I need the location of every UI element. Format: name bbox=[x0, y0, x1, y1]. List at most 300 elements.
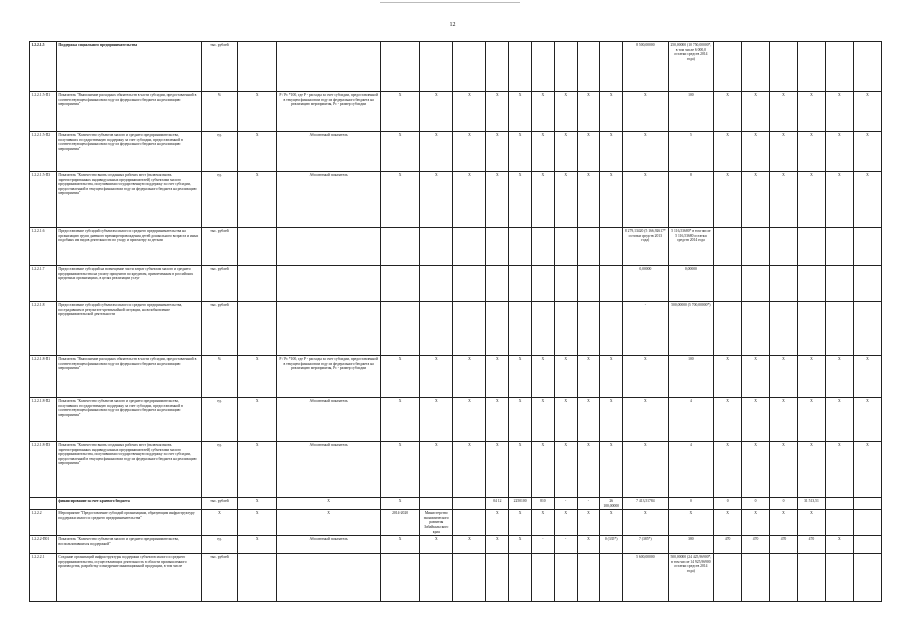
table-cell: Х bbox=[853, 398, 881, 442]
table-cell bbox=[453, 498, 486, 510]
table-cell: тыс. рублей bbox=[201, 266, 237, 302]
table-cell: Х bbox=[554, 132, 577, 172]
table-row bbox=[30, 510, 882, 536]
table-cell: - bbox=[577, 498, 600, 510]
table-cell: Х bbox=[742, 510, 770, 536]
table-cell: - bbox=[554, 536, 577, 554]
table-cell bbox=[453, 302, 486, 356]
table-cell: 8 279,13420 (5 166,92617* остатки средств 2013 года) bbox=[623, 228, 669, 266]
table-cell bbox=[577, 302, 600, 356]
table-row bbox=[30, 398, 882, 442]
table-cell: Х bbox=[420, 132, 453, 172]
table-cell: 8 500,00000 bbox=[623, 42, 669, 92]
row-name-cell: Показатель "Количество субъектов малого и среднего предпринимательства, воспользовавшихся поддержкой" bbox=[56, 536, 201, 554]
table-cell: 31 513,51 bbox=[797, 498, 825, 510]
table-cell: Х bbox=[770, 172, 798, 228]
table-cell: 470 bbox=[742, 536, 770, 554]
table-cell: Х bbox=[577, 536, 600, 554]
row-name-cell: Предоставление субсидий на возмещение части затрат субъектам малого и среднего предпринимательства на уплату процентов по кредитам, привлеченным в российских кредитных организациях, в целях реализации услуг bbox=[56, 266, 201, 302]
table-cell: 250,00000 (10 750,00000*, в том числе 6 000,0 остатки средств 2014 года) bbox=[668, 42, 714, 92]
table-cell bbox=[453, 42, 486, 92]
table-cell: Х bbox=[532, 172, 555, 228]
table-cell: Х bbox=[577, 172, 600, 228]
table-cell bbox=[486, 42, 509, 92]
table-cell: Х bbox=[420, 172, 453, 228]
table-cell bbox=[797, 228, 825, 266]
table-cell: Х bbox=[238, 442, 277, 498]
row-code-cell: 1.2.2.1.7 bbox=[30, 266, 57, 302]
table-cell: Х bbox=[853, 92, 881, 132]
table-cell: Х bbox=[714, 398, 742, 442]
table-cell: Х bbox=[577, 356, 600, 398]
row-code-cell: 1.2.2.1.8-П3 bbox=[30, 442, 57, 498]
table-cell: Х bbox=[509, 536, 532, 554]
table-cell: - bbox=[623, 302, 669, 356]
table-cell: Х bbox=[825, 92, 853, 132]
table-cell: 8 bbox=[668, 172, 714, 228]
table-cell bbox=[770, 554, 798, 602]
table-cell bbox=[853, 42, 881, 92]
table-row bbox=[30, 302, 882, 356]
table-cell: Х bbox=[486, 398, 509, 442]
table-cell bbox=[380, 302, 419, 356]
table-cell: Х bbox=[238, 172, 277, 228]
table-cell: Х bbox=[420, 92, 453, 132]
table-cell bbox=[380, 266, 419, 302]
table-cell: Х bbox=[825, 442, 853, 498]
table-cell bbox=[853, 554, 881, 602]
table-cell: 2250100 bbox=[509, 498, 532, 510]
table-cell bbox=[532, 302, 555, 356]
row-code-cell: 1.2.2.2-П01 bbox=[30, 536, 57, 554]
table-cell: 4 bbox=[668, 398, 714, 442]
table-cell: Х bbox=[509, 92, 532, 132]
table-row bbox=[30, 442, 882, 498]
table-cell bbox=[420, 42, 453, 92]
table-cell: Х bbox=[486, 536, 509, 554]
table-cell: Х bbox=[714, 132, 742, 172]
table-cell: Х bbox=[600, 172, 623, 228]
table-cell: 5 bbox=[668, 132, 714, 172]
table-row bbox=[30, 42, 882, 92]
table-cell: Х bbox=[453, 356, 486, 398]
table-cell: Х bbox=[380, 398, 419, 442]
table-cell: Р / Рс *100, где Р - расходы за счет субсидии, предоставленной в текущем финансовом году из федерального бюджета на реализацию мероприятия, Рс - размер субсидии bbox=[277, 356, 381, 398]
table-cell bbox=[797, 266, 825, 302]
table-cell bbox=[420, 498, 453, 510]
table-cell: Х bbox=[554, 92, 577, 132]
table-cell bbox=[742, 42, 770, 92]
table-cell bbox=[714, 42, 742, 92]
table-cell: Х bbox=[486, 132, 509, 172]
table-cell: Х bbox=[238, 398, 277, 442]
row-code-cell: 1.2.2.1.8-П1 bbox=[30, 356, 57, 398]
table-row bbox=[30, 266, 882, 302]
table-cell: 500,00000 (24 425,96900*, в том числе 14 925,96900 остатки средств 2014 года) bbox=[668, 554, 714, 602]
table-cell: ед. bbox=[201, 132, 237, 172]
row-name-cell: Показатель "Выполнение расходных обязательств в части субсидии, предоставленной в соответствующем финансовом году из федерального бюджета на реализацию мероприятия" bbox=[56, 92, 201, 132]
table-cell: Х bbox=[770, 398, 798, 442]
table-cell: 26 100,00000 bbox=[600, 498, 623, 510]
table-cell: 0 bbox=[714, 498, 742, 510]
table-cell bbox=[577, 554, 600, 602]
table-cell: Х bbox=[577, 510, 600, 536]
table-cell: Абсолютный показатель bbox=[277, 442, 381, 498]
table-cell bbox=[797, 554, 825, 602]
table-cell: Х bbox=[532, 132, 555, 172]
table-cell bbox=[420, 302, 453, 356]
table-cell: Х bbox=[509, 172, 532, 228]
table-cell: Х bbox=[532, 398, 555, 442]
table-cell: Х bbox=[380, 442, 419, 498]
table-cell bbox=[509, 266, 532, 302]
table-cell bbox=[742, 302, 770, 356]
table-cell: Х bbox=[825, 536, 853, 554]
table-cell bbox=[714, 554, 742, 602]
table-cell: 810 bbox=[532, 498, 555, 510]
table-cell bbox=[853, 510, 881, 536]
table-cell: 100 bbox=[668, 92, 714, 132]
table-cell: Х bbox=[238, 498, 277, 510]
table-cell bbox=[486, 302, 509, 356]
table-cell: Х bbox=[853, 132, 881, 172]
table-cell: Х bbox=[742, 132, 770, 172]
table-cell: Х bbox=[380, 172, 419, 228]
table-cell: 0 bbox=[770, 498, 798, 510]
table-cell bbox=[742, 554, 770, 602]
table-cell bbox=[277, 42, 381, 92]
table-cell: Х bbox=[770, 510, 798, 536]
table-cell: Х bbox=[509, 510, 532, 536]
table-cell: тыс. рублей bbox=[201, 302, 237, 356]
program-table bbox=[29, 41, 882, 602]
table-cell bbox=[577, 228, 600, 266]
table-cell: Х bbox=[714, 510, 742, 536]
table-cell bbox=[277, 266, 381, 302]
table-cell bbox=[770, 266, 798, 302]
table-cell: Министерство экономического развития Забайкальского края bbox=[420, 510, 453, 536]
table-cell: Х bbox=[380, 92, 419, 132]
table-cell: 2014-2020 bbox=[380, 510, 419, 536]
table-cell bbox=[600, 554, 623, 602]
table-cell: Х bbox=[509, 398, 532, 442]
table-row bbox=[30, 228, 882, 266]
table-cell bbox=[509, 302, 532, 356]
table-cell: Х bbox=[600, 132, 623, 172]
table-cell: Х bbox=[797, 172, 825, 228]
table-cell bbox=[277, 554, 381, 602]
table-cell: Х bbox=[600, 398, 623, 442]
row-code-cell: 1.2.2.1.5-П1 bbox=[30, 92, 57, 132]
row-name-cell: Предоставление субсидий субъектам малого и среднего предпринимательства, пострадавшим в результате чрезвычайной ситуации, на возобновление предпринимательской деятельности bbox=[56, 302, 201, 356]
row-name-cell: финансирование за счет краевого бюджета bbox=[56, 498, 201, 510]
row-code-cell: 1.2.2.1.8 bbox=[30, 302, 57, 356]
table-cell bbox=[577, 266, 600, 302]
table-cell: Х bbox=[742, 92, 770, 132]
table-cell: Х bbox=[453, 536, 486, 554]
page-number: 12 bbox=[449, 22, 456, 28]
table-cell bbox=[453, 510, 486, 536]
table-cell: Х bbox=[486, 510, 509, 536]
table-cell: Х bbox=[714, 92, 742, 132]
table-row bbox=[30, 132, 882, 172]
table-cell: Х bbox=[853, 442, 881, 498]
row-code-cell: 1.2.2.2 bbox=[30, 510, 57, 536]
table-cell: Х bbox=[554, 510, 577, 536]
table-cell: Х bbox=[453, 92, 486, 132]
table-cell: Х bbox=[770, 356, 798, 398]
row-code-cell: 1.2.2.1.8-П2 bbox=[30, 398, 57, 442]
table-cell: Х bbox=[201, 510, 237, 536]
table-cell: Х bbox=[238, 356, 277, 398]
table-cell: % bbox=[201, 356, 237, 398]
table-cell: Х bbox=[797, 132, 825, 172]
table-cell: ед. bbox=[201, 442, 237, 498]
row-code-cell: 1.2.2.1.6 bbox=[30, 228, 57, 266]
table-cell bbox=[742, 228, 770, 266]
table-row bbox=[30, 554, 882, 602]
table-cell: Х bbox=[420, 536, 453, 554]
table-cell bbox=[420, 554, 453, 602]
table-cell: ед. bbox=[201, 398, 237, 442]
table-cell: Х bbox=[238, 536, 277, 554]
table-cell bbox=[714, 266, 742, 302]
table-cell bbox=[600, 302, 623, 356]
table-body bbox=[30, 42, 882, 602]
table-cell: 470 bbox=[714, 536, 742, 554]
row-name-cell: Показатель "Количество субъектов малого и среднего предпринимательства, получивших государственную поддержку за счет субсидии, предоставленной в соответствующем финансовом году из федерального бюджета на реализацию мероприятия" bbox=[56, 132, 201, 172]
table-cell bbox=[853, 302, 881, 356]
table-cell: Х bbox=[623, 132, 669, 172]
table-cell bbox=[577, 42, 600, 92]
table-cell: Х bbox=[600, 92, 623, 132]
table-cell: Х bbox=[277, 510, 381, 536]
table-cell: 0 (335*) bbox=[600, 536, 623, 554]
table-cell bbox=[600, 228, 623, 266]
table-row bbox=[30, 356, 882, 398]
row-name-cell: Мероприятие "Предоставление субсидий организациям, образующим инфраструктуру поддержки малого и среднего предпринимательства" bbox=[56, 510, 201, 536]
table-cell: Х bbox=[554, 356, 577, 398]
table-cell: Х bbox=[238, 510, 277, 536]
table-cell: Х bbox=[380, 356, 419, 398]
table-cell bbox=[714, 302, 742, 356]
table-cell bbox=[380, 554, 419, 602]
table-cell: Х bbox=[825, 398, 853, 442]
table-cell: Х bbox=[797, 398, 825, 442]
table-cell bbox=[825, 302, 853, 356]
table-cell: Х bbox=[509, 132, 532, 172]
table-cell bbox=[532, 554, 555, 602]
table-cell: 0 bbox=[742, 498, 770, 510]
table-cell: Х bbox=[577, 398, 600, 442]
table-cell: Х bbox=[825, 132, 853, 172]
row-name-cell: Создание организаций инфраструктуры поддержки субъектов малого и среднего предпринимательства, осуществляющих деятельность в области промышленного производства, разработку и внедрение инновационной продукции, в том числе bbox=[56, 554, 201, 602]
table-cell bbox=[825, 510, 853, 536]
row-name-cell: Показатель "Количество вновь созданных рабочих мест (включая вновь зарегистрированных индивидуальных предпринимателей) субъектами малого предпринимательства, получившими государственную поддержку за счет субсидии, предоставленной в текущем финансовом году из федерального бюджета на реализацию мероприятия" bbox=[56, 172, 201, 228]
table-cell bbox=[532, 228, 555, 266]
table-cell: Х bbox=[797, 356, 825, 398]
table-cell: ед. bbox=[201, 536, 237, 554]
row-name-cell: Поддержка социального предпринимательства bbox=[56, 42, 201, 92]
table-cell: 470 bbox=[797, 536, 825, 554]
table-cell bbox=[554, 42, 577, 92]
table-cell bbox=[825, 554, 853, 602]
table-cell bbox=[797, 302, 825, 356]
table-cell bbox=[238, 228, 277, 266]
table-cell bbox=[380, 228, 419, 266]
table-cell: Х bbox=[509, 356, 532, 398]
table-cell: Х bbox=[380, 132, 419, 172]
table-cell bbox=[714, 228, 742, 266]
table-cell bbox=[825, 498, 853, 510]
table-cell bbox=[853, 266, 881, 302]
row-code-cell: 1.2.2.1.5-П3 bbox=[30, 172, 57, 228]
table-cell bbox=[770, 228, 798, 266]
table-cell: Х bbox=[453, 442, 486, 498]
table-cell bbox=[238, 302, 277, 356]
table-cell: Х bbox=[623, 398, 669, 442]
table-row bbox=[30, 536, 882, 554]
table-cell bbox=[825, 42, 853, 92]
table-cell: % bbox=[201, 92, 237, 132]
table-cell: Х bbox=[797, 442, 825, 498]
table-cell bbox=[420, 266, 453, 302]
table-cell bbox=[532, 42, 555, 92]
table-cell: Х bbox=[825, 172, 853, 228]
table-cell: Х bbox=[453, 132, 486, 172]
table-cell: Х bbox=[420, 442, 453, 498]
table-cell: Х bbox=[600, 356, 623, 398]
table-cell: тыс. рублей bbox=[201, 42, 237, 92]
table-cell: 470 bbox=[770, 536, 798, 554]
table-cell: Х bbox=[742, 442, 770, 498]
table-cell: Х bbox=[623, 510, 669, 536]
table-cell bbox=[380, 42, 419, 92]
table-cell: Х bbox=[623, 172, 669, 228]
row-code-cell: 1.2.2.1.5-П2 bbox=[30, 132, 57, 172]
table-cell bbox=[453, 228, 486, 266]
table-cell: 7 413,51784 bbox=[623, 498, 669, 510]
table-cell: тыс. рублей bbox=[201, 498, 237, 510]
row-code-cell: 1.2.2.2.1 bbox=[30, 554, 57, 602]
table-cell: Абсолютный показатель bbox=[277, 398, 381, 442]
table-cell bbox=[238, 42, 277, 92]
table-cell: 5 600,00000 bbox=[623, 554, 669, 602]
table-cell: 04 12 bbox=[486, 498, 509, 510]
table-cell bbox=[742, 266, 770, 302]
table-cell: 0 bbox=[668, 498, 714, 510]
table-cell: тыс. рублей bbox=[201, 554, 237, 602]
table-cell bbox=[554, 554, 577, 602]
table-cell: 100 bbox=[668, 356, 714, 398]
table-cell bbox=[554, 302, 577, 356]
table-cell: Х bbox=[742, 356, 770, 398]
table-cell: - bbox=[532, 536, 555, 554]
table-cell bbox=[509, 42, 532, 92]
table-cell: Х bbox=[577, 132, 600, 172]
table-cell: 500,00000 (5 700,00000*) bbox=[668, 302, 714, 356]
table-cell: Х bbox=[509, 442, 532, 498]
table-cell bbox=[238, 554, 277, 602]
table-cell bbox=[420, 228, 453, 266]
row-name-cell: Показатель "Количество субъектов малого и среднего предпринимательства, получивших государственную поддержку за счет субсидии, предоставленной в соответствующем финансовом году из федерального бюджета на реализацию мероприятия" bbox=[56, 398, 201, 442]
table-cell: Абсолютный показатель bbox=[277, 132, 381, 172]
table-cell: Х bbox=[853, 356, 881, 398]
table-cell: Абсолютный показатель bbox=[277, 536, 381, 554]
row-name-cell: Предоставление субсидий субъектам малого и среднего предпринимательства на организацию групп дневного времяпрепровождения детей дошкольного возраста и иных подобных им видов деятельности по уходу и присмотру за детьми bbox=[56, 228, 201, 266]
table-cell: Х bbox=[453, 172, 486, 228]
table-cell bbox=[277, 302, 381, 356]
table-cell: - bbox=[554, 498, 577, 510]
table-cell bbox=[853, 228, 881, 266]
row-name-cell: Показатель "Выполнение расходных обязательств в части субсидии, предоставленной в соответствующем финансовом году из федерального бюджета на реализацию мероприятия" bbox=[56, 356, 201, 398]
table-cell: Х bbox=[486, 356, 509, 398]
table-cell: Х bbox=[600, 510, 623, 536]
table-cell bbox=[453, 554, 486, 602]
table-cell: Х bbox=[853, 172, 881, 228]
table-cell: Х bbox=[532, 510, 555, 536]
table-row bbox=[30, 92, 882, 132]
table-cell bbox=[770, 42, 798, 92]
table-cell: Х bbox=[668, 510, 714, 536]
table-cell: Х bbox=[714, 442, 742, 498]
table-cell: 0,00000 bbox=[668, 266, 714, 302]
table-cell: Х bbox=[554, 398, 577, 442]
table-cell bbox=[770, 302, 798, 356]
table-cell: Х bbox=[577, 442, 600, 498]
top-scan-mark bbox=[380, 2, 520, 3]
program-table-sheet bbox=[29, 41, 882, 602]
table-cell: Х bbox=[238, 132, 277, 172]
table-cell bbox=[486, 266, 509, 302]
table-cell bbox=[277, 228, 381, 266]
table-cell: Х bbox=[623, 92, 669, 132]
table-cell bbox=[600, 266, 623, 302]
table-cell: Х bbox=[277, 498, 381, 510]
table-cell: Х bbox=[714, 356, 742, 398]
table-cell: Х bbox=[770, 442, 798, 498]
table-cell bbox=[486, 228, 509, 266]
row-code-cell: 1.2.2.1.5 bbox=[30, 42, 57, 92]
table-row bbox=[30, 172, 882, 228]
row-name-cell: Показатель "Количество вновь созданных рабочих мест (включая вновь зарегистрированных индивидуальных предпринимателей) субъектами малого предпринимательства, получившими государственную поддержку за счет субсидии, предоставленной в текущем финансовом году из федерального бюджета на реализацию мероприятия" bbox=[56, 442, 201, 498]
table-cell: тыс. рублей bbox=[201, 228, 237, 266]
table-cell bbox=[853, 536, 881, 554]
table-cell: Х bbox=[825, 356, 853, 398]
table-cell: Х bbox=[554, 172, 577, 228]
table-cell: 7 (385*) bbox=[623, 536, 669, 554]
table-cell: Х bbox=[742, 172, 770, 228]
table-cell: Х bbox=[532, 442, 555, 498]
table-cell: Х bbox=[770, 92, 798, 132]
table-cell: Р / Рс *100, где Р - расходы за счет субсидии, предоставленной в текущем финансовом году из федерального бюджета на реализацию мероприятия, Рс - размер субсидии bbox=[277, 92, 381, 132]
table-cell: Х bbox=[797, 510, 825, 536]
table-cell: Х bbox=[453, 398, 486, 442]
table-cell bbox=[509, 554, 532, 602]
table-cell: Х bbox=[714, 172, 742, 228]
table-cell: Х bbox=[380, 536, 419, 554]
table-cell: Х bbox=[486, 172, 509, 228]
table-cell: ед. bbox=[201, 172, 237, 228]
table-cell: Х bbox=[554, 442, 577, 498]
table-cell: 380 bbox=[668, 536, 714, 554]
table-cell: Х bbox=[577, 92, 600, 132]
table-cell bbox=[825, 266, 853, 302]
table-cell bbox=[486, 554, 509, 602]
table-cell: Х bbox=[420, 356, 453, 398]
table-cell: 0,00000 bbox=[623, 266, 669, 302]
table-cell: Х bbox=[600, 442, 623, 498]
